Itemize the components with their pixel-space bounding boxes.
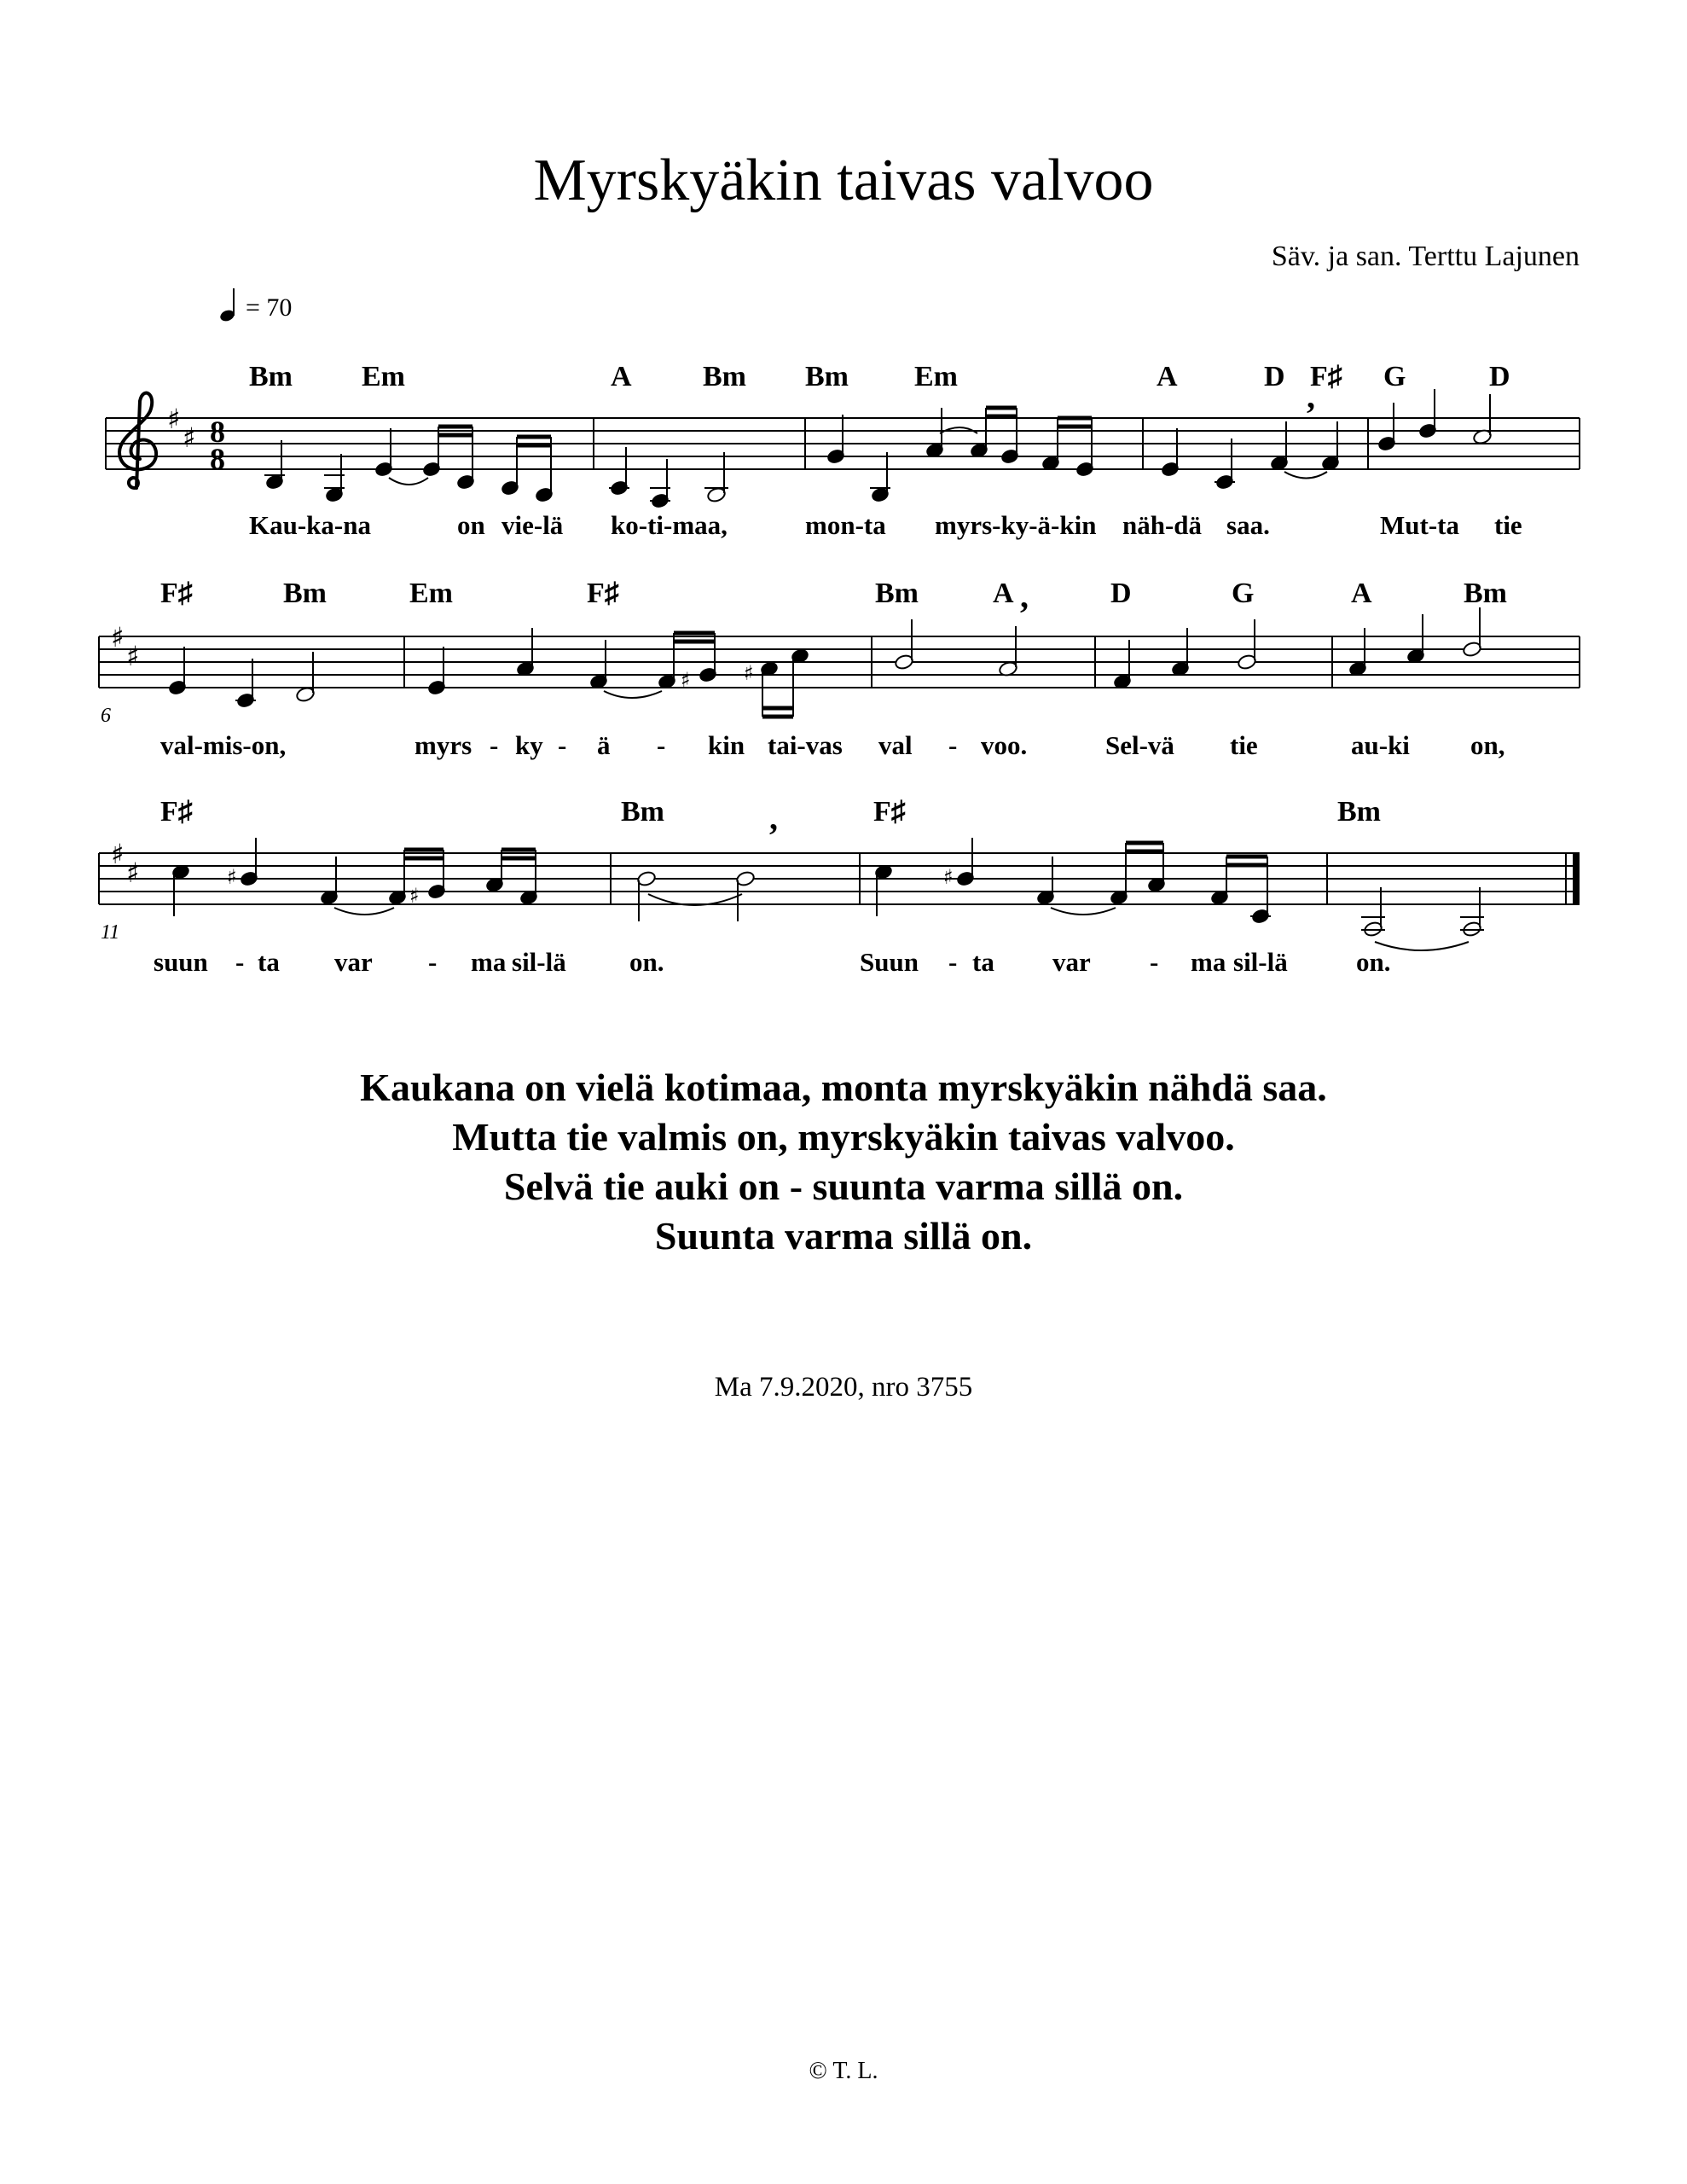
measure-number: 11 <box>101 921 120 944</box>
lyric-syllable: ma <box>1191 947 1226 977</box>
measure-number: 6 <box>101 705 111 727</box>
lyric-syllable: var <box>334 947 373 977</box>
lyric-syllable: - <box>657 730 666 760</box>
sharp-icon: ♯ <box>183 421 196 454</box>
chord-symbol: Bm <box>249 361 293 392</box>
composer-credit: Säv. ja san. Terttu Lajunen <box>1271 241 1580 272</box>
verse-line: Suunta varma sillä on. <box>654 1214 1033 1258</box>
sheet-music <box>0 0 1687 1024</box>
lyric-syllable: on. <box>1356 947 1391 977</box>
chord-symbols <box>249 361 1510 392</box>
verse-text <box>0 1063 1687 1261</box>
chord-symbol: Em <box>362 361 405 392</box>
lyric-syllable: ä <box>597 730 611 760</box>
lyric-syllable: - <box>1150 947 1159 977</box>
date-line: Ma 7.9.2020, nro 3755 <box>714 1372 973 1403</box>
lyric-syllable: näh-dä <box>1122 510 1203 540</box>
lyric-syllable: mon-ta <box>805 510 886 540</box>
sharp-icon: ♯ <box>409 884 420 908</box>
lyric-syllable: on <box>457 510 485 540</box>
lyric-syllable: ko-ti-maa, <box>611 510 728 540</box>
chord-symbol: Em <box>914 361 958 392</box>
sharp-icon: ♯ <box>111 838 125 870</box>
lyric-syllable: on, <box>1470 730 1505 760</box>
time-signature-top: 8 <box>210 415 225 449</box>
chord-symbol: A <box>1351 578 1372 609</box>
lyric-syllable: val-mis-on, <box>160 730 287 760</box>
chord-symbol: F♯ <box>160 578 193 609</box>
lyric-syllable: tie <box>1494 510 1522 540</box>
lyric-syllable: au-ki <box>1351 730 1410 760</box>
chord-symbol: D <box>1110 578 1132 609</box>
chord-symbol: Bm <box>1464 578 1507 609</box>
chord-symbol: A <box>1157 361 1178 392</box>
chord-symbol: F♯ <box>587 578 619 609</box>
lyric-syllable: ta <box>972 947 994 977</box>
chord-symbol: F♯ <box>160 796 193 828</box>
chord-symbol: Em <box>409 578 453 609</box>
chord-symbol: G <box>1383 361 1406 392</box>
chord-symbol: Bm <box>805 361 849 392</box>
staff-lines <box>99 853 1580 904</box>
verse-line: Kaukana on vielä kotimaa, monta myrskyäkin nähdä saa. <box>360 1066 1327 1109</box>
breath-mark-icon: , <box>1020 577 1029 615</box>
sharp-icon: ♯ <box>126 640 140 672</box>
lyric-syllable: saa. <box>1226 510 1270 540</box>
sharp-icon: ♯ <box>943 865 954 889</box>
sharp-icon: ♯ <box>681 668 691 692</box>
lyric-syllable: ma <box>471 947 507 977</box>
chord-symbol: Bm <box>875 578 919 609</box>
lyric-syllable: - <box>428 947 438 977</box>
lyric-syllable: - <box>235 947 245 977</box>
chord-symbol: Bm <box>703 361 746 392</box>
treble-clef-icon <box>119 393 156 488</box>
lyric-syllable: myrs-ky-ä-kin <box>935 510 1097 540</box>
chord-symbol: D <box>1489 361 1510 392</box>
lyric-syllable: Suun <box>860 947 919 977</box>
staff-system-2 <box>99 577 1580 760</box>
lyric-syllable: sil-lä <box>1233 947 1288 977</box>
lyrics-line <box>249 510 1522 540</box>
sharp-icon: ♯ <box>744 661 754 685</box>
lyric-syllable: kin <box>708 730 745 760</box>
lyric-syllable: vie-lä <box>501 510 564 540</box>
sharp-icon: ♯ <box>111 621 125 653</box>
key-signature <box>111 621 139 672</box>
lyric-syllable: - <box>558 730 567 760</box>
key-signature <box>111 838 139 889</box>
key-signature <box>167 403 195 454</box>
lyric-syllable: suun <box>154 947 208 977</box>
chord-symbol: F♯ <box>873 796 906 828</box>
notes <box>171 799 1484 950</box>
chord-symbol: Bm <box>283 578 327 609</box>
lyric-syllable: Kau-ka-na <box>249 510 371 540</box>
time-signature <box>210 415 225 476</box>
chord-symbol: A <box>993 578 1014 609</box>
lyric-syllable: tai-vas <box>768 730 843 760</box>
chord-symbols <box>160 578 1507 609</box>
final-barline <box>1573 853 1580 904</box>
chord-symbol: F♯ <box>1310 361 1342 392</box>
lyric-syllable: myrs <box>415 730 472 760</box>
lyric-syllable: - <box>948 730 958 760</box>
sharp-icon: ♯ <box>227 865 237 889</box>
lyric-syllable: on. <box>629 947 664 977</box>
lyric-syllable: Sel-vä <box>1105 730 1174 760</box>
lyric-syllable: tie <box>1230 730 1258 760</box>
lyric-syllable: sil-lä <box>512 947 566 977</box>
staff-lines <box>99 636 1580 688</box>
lyric-syllable: Mut-ta <box>1380 510 1459 540</box>
breath-mark-icon: , <box>769 799 778 837</box>
staff-system-1 <box>106 361 1580 540</box>
chord-symbol: A <box>611 361 632 392</box>
sharp-icon: ♯ <box>126 857 140 889</box>
lyric-syllable: var <box>1052 947 1091 977</box>
chord-symbol: Bm <box>621 796 664 828</box>
time-signature-bottom: 8 <box>210 442 225 476</box>
staff-system-3 <box>99 796 1580 977</box>
chord-symbol: D <box>1264 361 1285 392</box>
copyright: © T. L. <box>809 2058 878 2084</box>
breath-mark-icon: , <box>1307 377 1315 415</box>
lyric-syllable: - <box>948 947 958 977</box>
verse-line: Mutta tie valmis on, myrskyäkin taivas valvoo. <box>452 1115 1235 1159</box>
lyric-syllable: voo. <box>981 730 1028 760</box>
chord-symbol: G <box>1232 578 1255 609</box>
lyric-syllable: ky <box>515 730 543 760</box>
sharp-icon: ♯ <box>167 403 181 435</box>
lyrics-line <box>160 730 1505 760</box>
song-title: Myrskyäkin taivas valvoo <box>533 148 1154 213</box>
tempo-value: = 70 <box>246 293 293 322</box>
lyrics-line <box>154 947 1391 977</box>
verse-line: Selvä tie auki on - suunta varma sillä on. <box>503 1165 1184 1208</box>
lyric-syllable: - <box>490 730 499 760</box>
chord-symbol: Bm <box>1337 796 1381 828</box>
lyric-syllable: ta <box>258 947 280 977</box>
lyric-syllable: val <box>878 730 913 760</box>
